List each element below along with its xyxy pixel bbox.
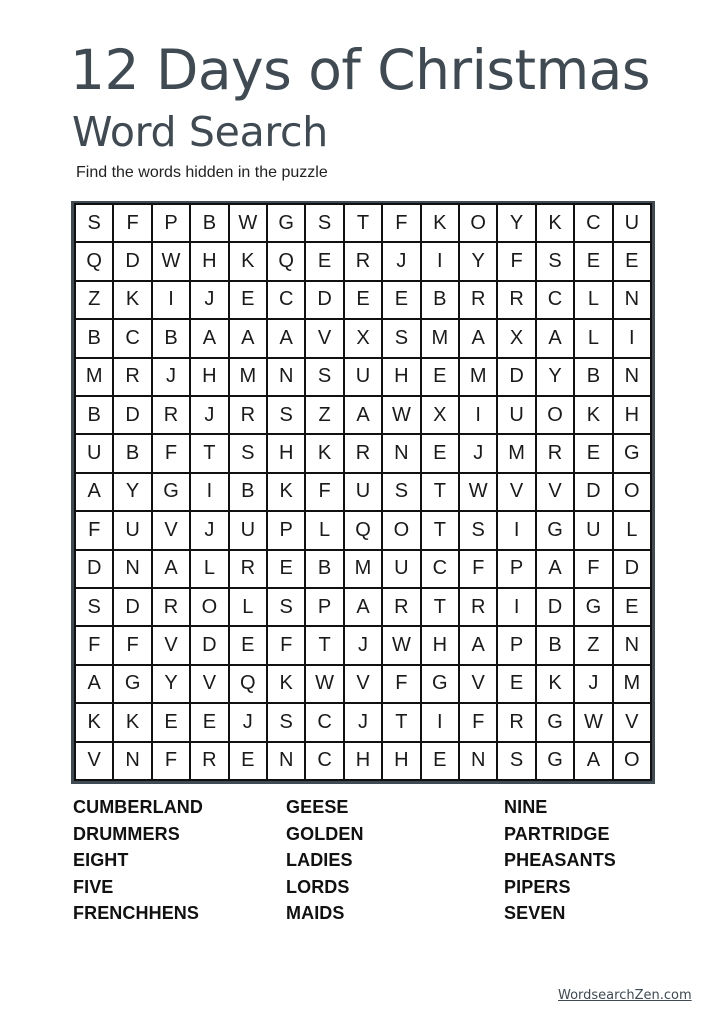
grid-cell[interactable]: B — [76, 320, 114, 358]
grid-cell[interactable]: M — [614, 666, 652, 704]
grid-cell[interactable]: M — [498, 435, 536, 473]
grid-cell[interactable]: V — [614, 704, 652, 742]
grid-cell[interactable]: E — [191, 704, 229, 742]
grid-cell[interactable]: K — [306, 435, 344, 473]
grid-cell[interactable]: E — [614, 243, 652, 281]
grid-cell[interactable]: W — [306, 666, 344, 704]
grid-cell[interactable]: H — [191, 359, 229, 397]
grid-cell[interactable]: E — [153, 704, 191, 742]
grid-cell[interactable]: H — [268, 435, 306, 473]
grid-cell[interactable]: U — [345, 474, 383, 512]
grid-cell[interactable]: W — [460, 474, 498, 512]
grid-cell[interactable]: U — [383, 551, 421, 589]
grid-cell[interactable]: E — [345, 282, 383, 320]
grid-cell[interactable]: D — [114, 243, 152, 281]
grid-cell[interactable]: D — [498, 359, 536, 397]
grid-cell[interactable]: P — [306, 589, 344, 627]
grid-cell[interactable]: K — [537, 666, 575, 704]
grid-cell[interactable]: K — [537, 205, 575, 243]
grid-cell[interactable]: F — [498, 243, 536, 281]
grid-cell[interactable]: B — [114, 435, 152, 473]
grid-cell[interactable]: W — [383, 397, 421, 435]
grid-cell[interactable]: I — [422, 704, 460, 742]
grid-cell[interactable]: E — [422, 359, 460, 397]
grid-cell[interactable]: X — [498, 320, 536, 358]
grid-cell[interactable]: C — [268, 282, 306, 320]
grid-cell[interactable]: D — [114, 397, 152, 435]
grid-cell[interactable]: F — [383, 666, 421, 704]
grid-cell[interactable]: W — [383, 627, 421, 665]
grid-cell[interactable]: H — [383, 359, 421, 397]
grid-cell[interactable]: A — [76, 666, 114, 704]
grid-cell[interactable]: S — [383, 474, 421, 512]
grid-cell[interactable]: S — [268, 589, 306, 627]
word-list-column-1 — [73, 794, 203, 927]
grid-cell[interactable]: K — [230, 243, 268, 281]
grid-cell[interactable]: S — [76, 205, 114, 243]
grid-cell[interactable]: B — [230, 474, 268, 512]
grid-cell[interactable]: R — [230, 397, 268, 435]
grid-cell[interactable]: A — [537, 551, 575, 589]
grid-cell[interactable]: B — [306, 551, 344, 589]
grid-cell[interactable]: Q — [268, 243, 306, 281]
grid-cell[interactable]: K — [114, 282, 152, 320]
grid-cell[interactable]: K — [422, 205, 460, 243]
grid-cell[interactable]: M — [422, 320, 460, 358]
grid-cell[interactable]: I — [498, 589, 536, 627]
site-link[interactable]: WordsearchZen.com — [558, 988, 692, 1003]
grid-cell[interactable]: F — [460, 551, 498, 589]
grid-cell[interactable]: M — [76, 359, 114, 397]
grid-cell[interactable]: E — [383, 282, 421, 320]
grid-cell[interactable]: T — [306, 627, 344, 665]
grid-cell[interactable]: V — [153, 512, 191, 550]
grid-cell[interactable]: V — [537, 474, 575, 512]
grid-cell[interactable]: Y — [460, 243, 498, 281]
grid-cell[interactable]: G — [537, 743, 575, 781]
grid-cell[interactable]: B — [76, 397, 114, 435]
instructions-text: Find the words hidden in the puzzle — [76, 164, 328, 181]
grid-cell[interactable]: J — [153, 359, 191, 397]
grid-cell[interactable]: D — [306, 282, 344, 320]
grid-cell[interactable]: E — [230, 627, 268, 665]
grid-cell[interactable]: I — [460, 397, 498, 435]
grid-cell[interactable]: L — [575, 282, 613, 320]
grid-cell[interactable]: U — [114, 512, 152, 550]
grid-cell[interactable]: T — [422, 589, 460, 627]
grid-cell[interactable]: S — [460, 512, 498, 550]
grid-cell[interactable]: W — [153, 243, 191, 281]
grid-cell[interactable]: M — [460, 359, 498, 397]
grid-cell[interactable]: B — [422, 282, 460, 320]
grid-cell[interactable]: S — [498, 743, 536, 781]
puzzle-grid — [74, 203, 652, 781]
grid-cell[interactable]: R — [114, 359, 152, 397]
grid-cell[interactable]: L — [614, 512, 652, 550]
grid-cell[interactable]: V — [191, 666, 229, 704]
grid-cell[interactable]: D — [191, 627, 229, 665]
grid-cell[interactable]: Z — [76, 282, 114, 320]
grid-cell[interactable]: N — [614, 359, 652, 397]
grid-cell[interactable]: E — [498, 666, 536, 704]
grid-cell[interactable]: K — [114, 704, 152, 742]
grid-cell[interactable]: R — [153, 397, 191, 435]
grid-cell[interactable]: S — [230, 435, 268, 473]
grid-cell[interactable]: R — [345, 243, 383, 281]
grid-cell[interactable]: F — [114, 205, 152, 243]
grid-cell[interactable]: B — [537, 627, 575, 665]
grid-cell[interactable]: Q — [345, 512, 383, 550]
word-list-item: DRUMMERS — [73, 823, 180, 844]
grid-cell[interactable]: N — [460, 743, 498, 781]
grid-cell[interactable]: O — [460, 205, 498, 243]
grid-cell[interactable]: E — [422, 743, 460, 781]
word-list-item: LADIES — [286, 850, 353, 870]
grid-cell[interactable]: Y — [114, 474, 152, 512]
grid-cell[interactable]: F — [383, 205, 421, 243]
grid-cell[interactable]: D — [76, 551, 114, 589]
grid-cell[interactable]: I — [191, 474, 229, 512]
grid-cell[interactable]: N — [268, 743, 306, 781]
word-list-column-2 — [286, 794, 364, 927]
grid-cell[interactable]: W — [575, 704, 613, 742]
grid-cell[interactable]: M — [345, 551, 383, 589]
grid-cell[interactable]: R — [498, 282, 536, 320]
grid-cell[interactable]: B — [153, 320, 191, 358]
grid-cell[interactable]: C — [575, 205, 613, 243]
grid-cell[interactable]: N — [268, 359, 306, 397]
word-list — [73, 794, 673, 934]
grid-cell[interactable]: U — [614, 205, 652, 243]
grid-cell[interactable]: F — [306, 474, 344, 512]
grid-cell[interactable]: J — [191, 397, 229, 435]
grid-cell[interactable]: L — [230, 589, 268, 627]
grid-cell[interactable]: T — [191, 435, 229, 473]
grid-cell[interactable]: J — [575, 666, 613, 704]
grid-cell[interactable]: E — [614, 589, 652, 627]
grid-cell[interactable]: X — [422, 397, 460, 435]
grid-cell[interactable]: R — [345, 435, 383, 473]
grid-cell[interactable]: Y — [153, 666, 191, 704]
grid-cell[interactable]: F — [153, 435, 191, 473]
grid-cell[interactable]: G — [537, 512, 575, 550]
grid-cell[interactable]: C — [422, 551, 460, 589]
grid-cell[interactable]: V — [76, 743, 114, 781]
grid-cell[interactable]: J — [230, 704, 268, 742]
grid-cell[interactable]: Z — [575, 627, 613, 665]
grid-cell[interactable]: A — [191, 320, 229, 358]
grid-cell[interactable]: T — [422, 512, 460, 550]
grid-cell[interactable]: R — [460, 282, 498, 320]
word-list-item: PARTRIDGE — [504, 823, 610, 844]
grid-cell[interactable]: R — [191, 743, 229, 781]
grid-cell[interactable]: B — [191, 205, 229, 243]
word-list-item: CUMBERLAND — [73, 797, 203, 817]
grid-cell[interactable]: F — [460, 704, 498, 742]
grid-cell[interactable]: O — [537, 397, 575, 435]
grid-cell[interactable]: V — [345, 666, 383, 704]
grid-cell[interactable]: D — [114, 589, 152, 627]
grid-cell[interactable]: G — [537, 704, 575, 742]
grid-cell[interactable]: E — [575, 435, 613, 473]
grid-cell[interactable]: F — [153, 743, 191, 781]
grid-cell[interactable]: D — [575, 474, 613, 512]
page-title: 12 Days of Christmas — [70, 38, 651, 102]
grid-cell[interactable]: C — [114, 320, 152, 358]
grid-cell[interactable]: E — [230, 743, 268, 781]
grid-cell[interactable]: J — [345, 627, 383, 665]
grid-cell[interactable]: N — [114, 743, 152, 781]
grid-cell[interactable]: A — [537, 320, 575, 358]
grid-cell[interactable]: C — [537, 282, 575, 320]
grid-cell[interactable]: J — [345, 704, 383, 742]
grid-cell[interactable]: F — [114, 627, 152, 665]
grid-cell[interactable]: H — [191, 243, 229, 281]
grid-cell[interactable]: A — [268, 320, 306, 358]
grid-cell[interactable]: I — [422, 243, 460, 281]
grid-cell[interactable]: A — [460, 320, 498, 358]
grid-cell[interactable]: R — [537, 435, 575, 473]
grid-cell[interactable]: Y — [537, 359, 575, 397]
grid-cell[interactable]: G — [114, 666, 152, 704]
grid-cell[interactable]: A — [230, 320, 268, 358]
word-list-column-3 — [504, 794, 616, 927]
grid-cell[interactable]: A — [460, 627, 498, 665]
grid-cell[interactable]: K — [76, 704, 114, 742]
grid-cell[interactable]: B — [575, 359, 613, 397]
grid-cell[interactable]: Q — [230, 666, 268, 704]
grid-cell[interactable]: I — [614, 320, 652, 358]
grid-cell[interactable]: U — [76, 435, 114, 473]
grid-cell[interactable]: E — [306, 243, 344, 281]
word-list-item: NINE — [504, 797, 548, 817]
grid-cell[interactable]: D — [614, 551, 652, 589]
grid-cell[interactable]: K — [268, 666, 306, 704]
grid-cell[interactable]: E — [230, 282, 268, 320]
grid-cell[interactable]: U — [230, 512, 268, 550]
grid-cell[interactable]: L — [575, 320, 613, 358]
grid-cell[interactable]: H — [383, 743, 421, 781]
grid-cell[interactable]: V — [460, 666, 498, 704]
grid-cell[interactable]: A — [76, 474, 114, 512]
grid-cell[interactable]: C — [306, 743, 344, 781]
grid-cell[interactable]: D — [537, 589, 575, 627]
word-list-item: FRENCHHENS — [73, 903, 200, 923]
word-list-item: GOLDEN — [286, 823, 364, 844]
grid-cell[interactable]: J — [460, 435, 498, 473]
word-list-item: FIVE — [73, 876, 114, 897]
grid-cell[interactable]: J — [191, 282, 229, 320]
grid-cell[interactable]: P — [153, 205, 191, 243]
grid-cell[interactable]: E — [422, 435, 460, 473]
grid-cell[interactable]: U — [345, 359, 383, 397]
grid-cell[interactable]: R — [383, 589, 421, 627]
grid-cell[interactable]: R — [460, 589, 498, 627]
grid-cell[interactable]: W — [230, 205, 268, 243]
grid-cell[interactable]: J — [191, 512, 229, 550]
grid-cell[interactable]: T — [422, 474, 460, 512]
grid-cell[interactable]: S — [268, 704, 306, 742]
grid-cell[interactable]: J — [383, 243, 421, 281]
grid-cell[interactable]: V — [153, 627, 191, 665]
grid-cell[interactable]: G — [268, 205, 306, 243]
grid-cell[interactable]: T — [345, 205, 383, 243]
grid-cell[interactable]: V — [306, 320, 344, 358]
grid-cell[interactable]: N — [614, 282, 652, 320]
grid-cell[interactable]: U — [575, 512, 613, 550]
grid-cell[interactable]: S — [306, 205, 344, 243]
grid-cell[interactable]: U — [498, 397, 536, 435]
grid-cell[interactable]: R — [153, 589, 191, 627]
grid-cell[interactable]: N — [114, 551, 152, 589]
grid-cell[interactable]: M — [230, 359, 268, 397]
grid-cell[interactable]: H — [422, 627, 460, 665]
grid-cell[interactable]: S — [268, 397, 306, 435]
grid-cell[interactable]: I — [498, 512, 536, 550]
grid-cell[interactable]: K — [575, 397, 613, 435]
page-subtitle-heading: Word Search — [72, 108, 328, 156]
grid-cell[interactable]: N — [383, 435, 421, 473]
grid-cell[interactable]: S — [383, 320, 421, 358]
grid-cell[interactable]: F — [76, 627, 114, 665]
grid-cell[interactable]: H — [345, 743, 383, 781]
grid-cell[interactable]: E — [575, 243, 613, 281]
grid-cell[interactable]: Q — [76, 243, 114, 281]
grid-cell[interactable]: C — [306, 704, 344, 742]
grid-cell[interactable]: F — [268, 627, 306, 665]
grid-cell[interactable]: Z — [306, 397, 344, 435]
grid-cell[interactable]: F — [76, 512, 114, 550]
puzzle-grid-frame — [71, 201, 655, 784]
word-list-item: PHEASANTS — [504, 850, 616, 870]
grid-cell[interactable]: K — [268, 474, 306, 512]
grid-cell[interactable]: O — [191, 589, 229, 627]
grid-cell[interactable]: P — [498, 627, 536, 665]
grid-cell[interactable]: G — [614, 435, 652, 473]
grid-cell[interactable]: A — [153, 551, 191, 589]
grid-cell[interactable]: G — [422, 666, 460, 704]
grid-cell[interactable]: A — [345, 397, 383, 435]
grid-cell[interactable]: G — [153, 474, 191, 512]
grid-cell[interactable]: S — [537, 243, 575, 281]
grid-cell[interactable]: Y — [498, 205, 536, 243]
grid-cell[interactable]: T — [383, 704, 421, 742]
grid-cell[interactable]: I — [153, 282, 191, 320]
grid-cell[interactable]: P — [268, 512, 306, 550]
grid-cell[interactable]: L — [306, 512, 344, 550]
grid-cell[interactable]: A — [345, 589, 383, 627]
grid-cell[interactable]: G — [575, 589, 613, 627]
grid-cell[interactable]: E — [268, 551, 306, 589]
grid-cell[interactable]: R — [230, 551, 268, 589]
grid-cell[interactable]: P — [498, 551, 536, 589]
grid-cell[interactable]: O — [614, 743, 652, 781]
word-list-item: PIPERS — [504, 876, 571, 897]
grid-cell[interactable]: X — [345, 320, 383, 358]
grid-cell[interactable]: S — [76, 589, 114, 627]
grid-cell[interactable]: L — [191, 551, 229, 589]
word-list-item: GEESE — [286, 797, 349, 817]
grid-cell[interactable]: F — [575, 551, 613, 589]
word-list-item: LORDS — [286, 876, 350, 897]
grid-cell[interactable]: O — [383, 512, 421, 550]
grid-cell[interactable]: A — [575, 743, 613, 781]
grid-cell[interactable]: N — [614, 627, 652, 665]
grid-cell[interactable]: O — [614, 474, 652, 512]
grid-cell[interactable]: V — [498, 474, 536, 512]
word-list-item: SEVEN — [504, 903, 566, 923]
word-list-item: EIGHT — [73, 850, 129, 870]
word-list-item: MAIDS — [286, 903, 345, 923]
grid-cell[interactable]: H — [614, 397, 652, 435]
grid-cell[interactable]: S — [306, 359, 344, 397]
grid-cell[interactable]: R — [498, 704, 536, 742]
